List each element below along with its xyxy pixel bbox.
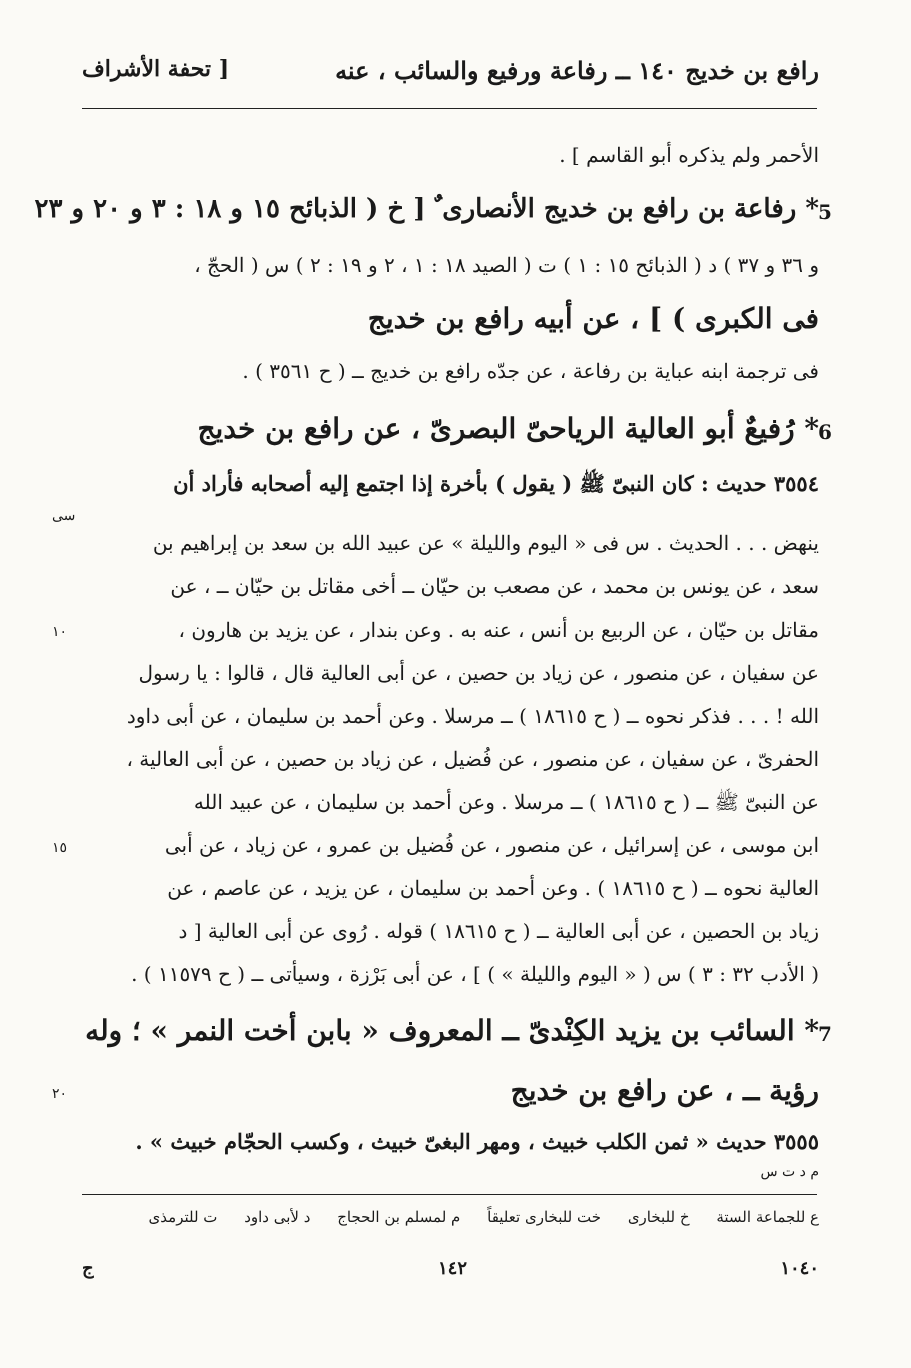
book-name: [ تحفة الأشراف [82,56,230,82]
line-number: ١٥ [52,840,68,856]
text-line: مقاتل بن حيّان ، عن الربيع بن أنس ، عنه به . وعن بندار ، عن يزيد بن هارون ، [178,618,819,642]
text-line: زياد بن الحصين ، عن أبى العالية ــ ( ح ١٨٦١٥ ) قوله . رُوى عن أبى العالية [ د [178,919,819,943]
text-line: عن سفيان ، عن منصور ، عن زياد بن حصين ، عن أبى العالية قال ، قالوا : يا رسول [138,661,819,685]
volume-page-number: ١٠٤٠ [780,1258,819,1279]
text-line: ينهض . . . الحديث . س فى « اليوم والليلة » عن عبيد الله بن سعد بن إبراهيم بن [152,531,819,555]
sigla-line: م د ت س [760,1164,819,1180]
text-line: فى الكبرى ) ] ، عن أبيه رافع بن خديج [367,302,819,335]
legend-item: د لأبى داود [244,1208,311,1226]
entry-number: 5 [818,200,832,224]
page-number: ١٤٢ [438,1258,468,1279]
line-number: ٢٠ [52,1086,68,1102]
entry-heading: * رُفيعٌ أبو العالية الرياحىّ البصرىّ ، عن رافع بن خديج [197,412,819,445]
entry-heading: * السائب بن يزيد الكِنْدىّ ــ المعروف « بابن أخت النمر » ؛ وله [85,1014,819,1047]
line-number: ١٠ [52,624,68,640]
footnote-rule [82,1194,817,1195]
text-line: الأحمر ولم يذكره أبو القاسم ] . [559,143,819,167]
text-line: الحفرىّ ، عن سفيان ، عن منصور ، عن فُضيل ، عن زياد بن حصين ، عن أبى العالية ، [126,747,819,771]
entry-number: 7 [818,1022,832,1046]
legend-item: ع للجماعة الستة [716,1208,819,1226]
hadith-line: ٣٥٥٤ حديث : كان النبىّ ﷺ ( يقول ) بأخرة إذا اجتمع إليه أصحابه فأراد أن [173,471,819,496]
entry-number: 6 [818,420,832,444]
entry-heading: * رفاعة بن رافع بن خديج الأنصارى ٌ [ خ ( الذبائح ١٥ و ١٨ : ٣ و ٢٠ و ٢٣ [34,194,819,224]
text-line: فى ترجمة ابنه عباية بن رفاعة ، عن جدّه رافع بن خديج ــ ( ح ٣٥٦١ ) . [242,359,819,383]
legend-item: ت للترمذى [148,1208,218,1226]
volume-letter: ج [82,1258,94,1279]
header-rule [82,108,817,109]
legend-item: خت للبخارى تعليقاً [487,1208,602,1226]
text-line: عن النبىّ ﷺ ــ ( ح ١٨٦١٥ ) ــ مرسلا . وعن أحمد بن سليمان ، عن عبيد الله [193,790,819,814]
margin-siglum: سى [52,508,76,524]
text-line: و ٣٦ و ٣٧ ) د ( الذبائح ١٥ : ١ ) ت ( الصيد ١٨ : ١ ، ٢ و ١٩ : ٢ ) س ( الحجّ ، [194,253,819,277]
text-line: العالية نحوه ــ ( ح ١٨٦١٥ ) . وعن أحمد بن سليمان ، عن يزيد ، عن عاصم ، عن [167,876,819,900]
legend-item: م لمسلم بن الحجاج [337,1208,461,1226]
sigla-legend [127,1208,819,1226]
text-line: ( الأدب ٣٢ : ٣ ) س ( « اليوم والليلة » ) ] ، عن أبى بَرْزة ، وسيأتى ــ ( ح ١١٥٧٩ ) . [131,962,819,986]
text-line: الله ! . . . فذكر نحوه ــ ( ح ١٨٦١٥ ) ــ مرسلا . وعن أحمد بن سليمان ، عن أبى داود [126,704,819,728]
text-line: سعد ، عن يونس بن محمد ، عن مصعب بن حيّان ــ أخى مقاتل بن حيّان ــ ، عن [170,574,819,598]
running-title: رافع بن خديج ١٤٠ ــ رفاعة ورفيع والسائب ، عنه [335,56,819,85]
text-line: ابن موسى ، عن إسرائيل ، عن منصور ، عن فُضيل بن عمرو ، عن زياد ، عن أبى [164,833,819,857]
text-line: رؤية ــ ، عن رافع بن خديج [510,1074,819,1107]
hadith-line: ٣٥٥٥ حديث « ثمن الكلب خبيث ، ومهر البغىّ خبيث ، وكسب الحجّام خبيث » . [135,1129,819,1154]
legend-item: خ للبخارى [627,1208,690,1226]
